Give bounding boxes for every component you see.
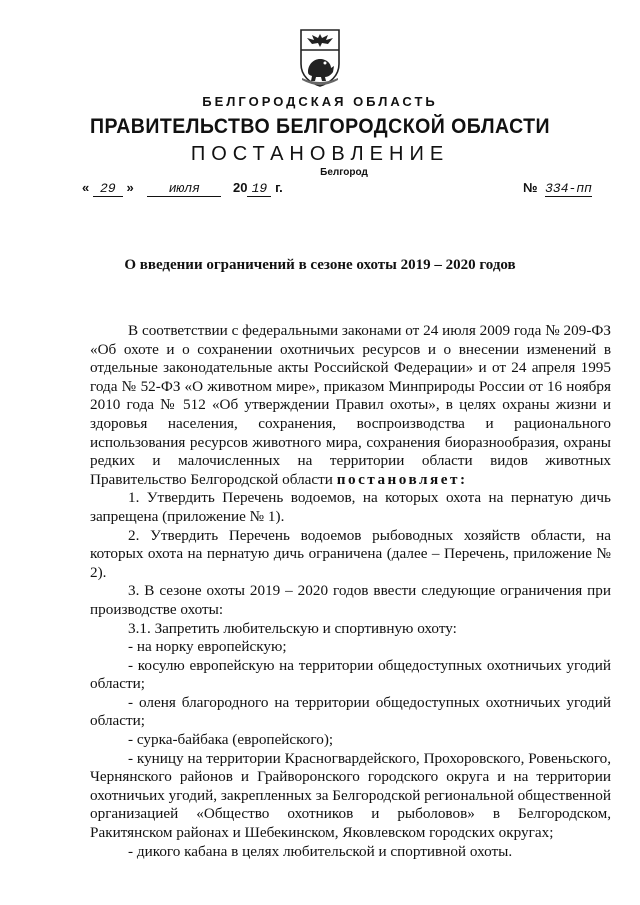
document-title: О введении ограничений в сезоне охоты 2019 – 2020 годов: [124, 257, 516, 273]
date-year-mark: г.: [275, 180, 283, 195]
date-year-suffix: 19: [247, 181, 271, 197]
date-close-quote: »: [126, 180, 134, 195]
city-label: Белгород: [320, 167, 368, 178]
date-line: [82, 180, 283, 197]
decree-word: постановляет:: [336, 470, 468, 488]
list-item: - на норку европейскую;: [128, 638, 287, 656]
date-day: 29: [93, 181, 123, 197]
date-year-prefix: 20: [232, 180, 248, 195]
region-heading: БЕЛГОРОДСКАЯ ОБЛАСТЬ: [202, 94, 438, 109]
paragraph-item-3-1: 3.1. Запретить любительскую и спортивную охоту:: [128, 619, 457, 637]
list-item: - косулю европейскую на территории общедоступных охотничьих угодий области;: [90, 656, 611, 693]
number-label: №: [523, 180, 538, 195]
date-month: июля: [147, 181, 221, 197]
date-open-quote: «: [82, 180, 90, 195]
list-item: - дикого кабана в целях любительской и спортивной охоты.: [128, 842, 513, 860]
paragraph-item-1: 1. Утвердить Перечень водоемов, на которых охота на пернатую дичь запрещена (приложение № 1).: [90, 489, 611, 525]
document-type: ПОСТАНОВЛЕНИЕ: [190, 143, 450, 165]
number-value: 334-пп: [545, 181, 592, 196]
paragraph-preamble: [90, 322, 611, 489]
list-item: - сурка-байбака (европейского);: [128, 731, 334, 749]
paragraph-item-2: 2. Утвердить Перечень водоемов рыбоводных хозяйств области, на которых охота на пернатую дичь ограничена (далее – Перечень, приложение № 2).: [90, 526, 611, 581]
list-item: - оленя благородного на территории общедоступных охотничьих угодий области;: [90, 693, 611, 730]
document-body: [90, 322, 611, 861]
list-item: - куницу на территории Красногвардейского, Прохоровского, Ровеньского, Чернянского районов и Грайворонского городского округа и на территории охотничьих угодий, закрепленных за Белгородской региональной общественной организацией «Общество охотников и рыболовов» в Белгородском, Ракитянском районах и Шебекинском, Яковлевском городских округах;: [90, 749, 611, 842]
paragraph-item-3: 3. В сезоне охоты 2019 – 2020 годов ввести следующие ограничения при производстве охоты:: [90, 582, 611, 618]
belgorod-coat-of-arms-icon: [298, 28, 342, 88]
government-heading: ПРАВИТЕЛЬСТВО БЕЛГОРОДСКОЙ ОБЛАСТИ: [89, 115, 551, 138]
document-number: [523, 180, 592, 196]
preamble-text: В соответствии с федеральными законами от 24 июля 2009 года № 209-ФЗ «Об охоте и о сохранении охотничьих ресурсов и о внесении изменений в отдельные законодательные акты Российской Федерации» и от 24 апреля 1995 года № 52-ФЗ «О животном мире», приказом Минприроды России от 16 ноября 2010 года № 512 «Об утверждении Правил охоты», в целях охраны жизни и здоровья населения, сохранения, воспроизводства и рационального использования ресурсов животного мира, сохранения биоразнообразия, охраны редких и малочисленных на территории области видов животных Правительство Белгородской области: [90, 322, 611, 488]
